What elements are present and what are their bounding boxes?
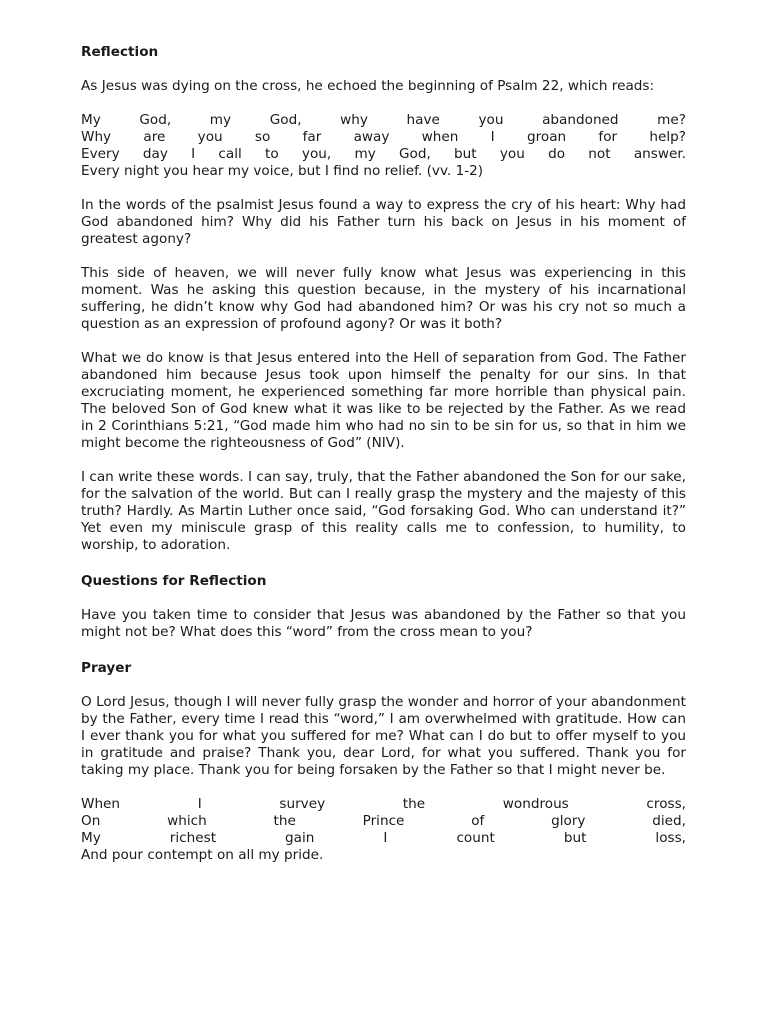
reflection-heading: Reflection (81, 44, 159, 60)
hymn-line: My richest gain I count but loss, (81, 830, 686, 846)
reflection-paragraph: This side of heaven, we will never fully know what Jesus was experiencing in this moment. Was he asking this question because, in the mystery of his incarnational suffering, he didn’t know why God had abandoned him? Or was his cry not so much a question as an expression of profound agony? Or was it both? (81, 265, 686, 332)
reflection-paragraph: In the words of the psalmist Jesus found a way to express the cry of his heart: Why had God abandoned him? Why did his Father turn his back on Jesus in his moment of greatest agony? (81, 197, 686, 247)
prayer-heading: Prayer (81, 660, 132, 676)
questions-paragraph: Have you taken time to consider that Jesus was abandoned by the Father so that you might not be? What does this “word” from the cross mean to you? (81, 607, 686, 640)
psalm-line: Every night you hear my voice, but I find no relief. (vv. 1-2) (81, 163, 484, 179)
psalm-line: Every day I call to you, my God, but you do not answer. (81, 146, 686, 162)
hymn-line: On which the Prince of glory died, (81, 813, 686, 829)
psalm-quote (81, 112, 686, 180)
reflection-intro: As Jesus was dying on the cross, he echoed the beginning of Psalm 22, which reads: (81, 78, 655, 94)
hymn-line: When I survey the wondrous cross, (81, 796, 686, 812)
reflection-paragraph: I can write these words. I can say, truly, that the Father abandoned the Son for our sake, for the salvation of the world. But can I really grasp the mystery and the majesty of this truth? Hardly. As Martin Luther once said, “God forsaking God. Who can understand it?” Yet even my miniscule grasp of this reality calls me to confession, to humility, to worship, to adoration. (81, 469, 686, 553)
hymn-verse (81, 796, 686, 864)
hymn-line: And pour contempt on all my pride. (81, 847, 324, 863)
prayer-paragraph: O Lord Jesus, though I will never fully grasp the wonder and horror of your abandonment by the Father, every time I read this “word,” I am overwhelmed with gratitude. How can I ever thank you for what you suffered for me? What can I do but to offer myself to you in gratitude and praise? Thank you, dear Lord, for what you suffered. Thank you for taking my place. Thank you for being forsaken by the Father so that I might never be. (81, 694, 686, 778)
psalm-line: Why are you so far away when I groan for help? (81, 129, 686, 145)
document-page (81, 42, 686, 881)
questions-heading: Questions for Reflection (81, 573, 267, 589)
reflection-paragraph: What we do know is that Jesus entered into the Hell of separation from God. The Father abandoned him because Jesus took upon himself the penalty for our sins. In that excruciating moment, he experienced something far more horrible than physical pain. The beloved Son of God knew what it was like to be rejected by the Father. As we read in 2 Corinthians 5:21, “God made him who had no sin to be sin for us, so that in him we might become the righteousness of God” (NIV). (81, 350, 686, 451)
psalm-line: My God, my God, why have you abandoned me? (81, 112, 686, 128)
